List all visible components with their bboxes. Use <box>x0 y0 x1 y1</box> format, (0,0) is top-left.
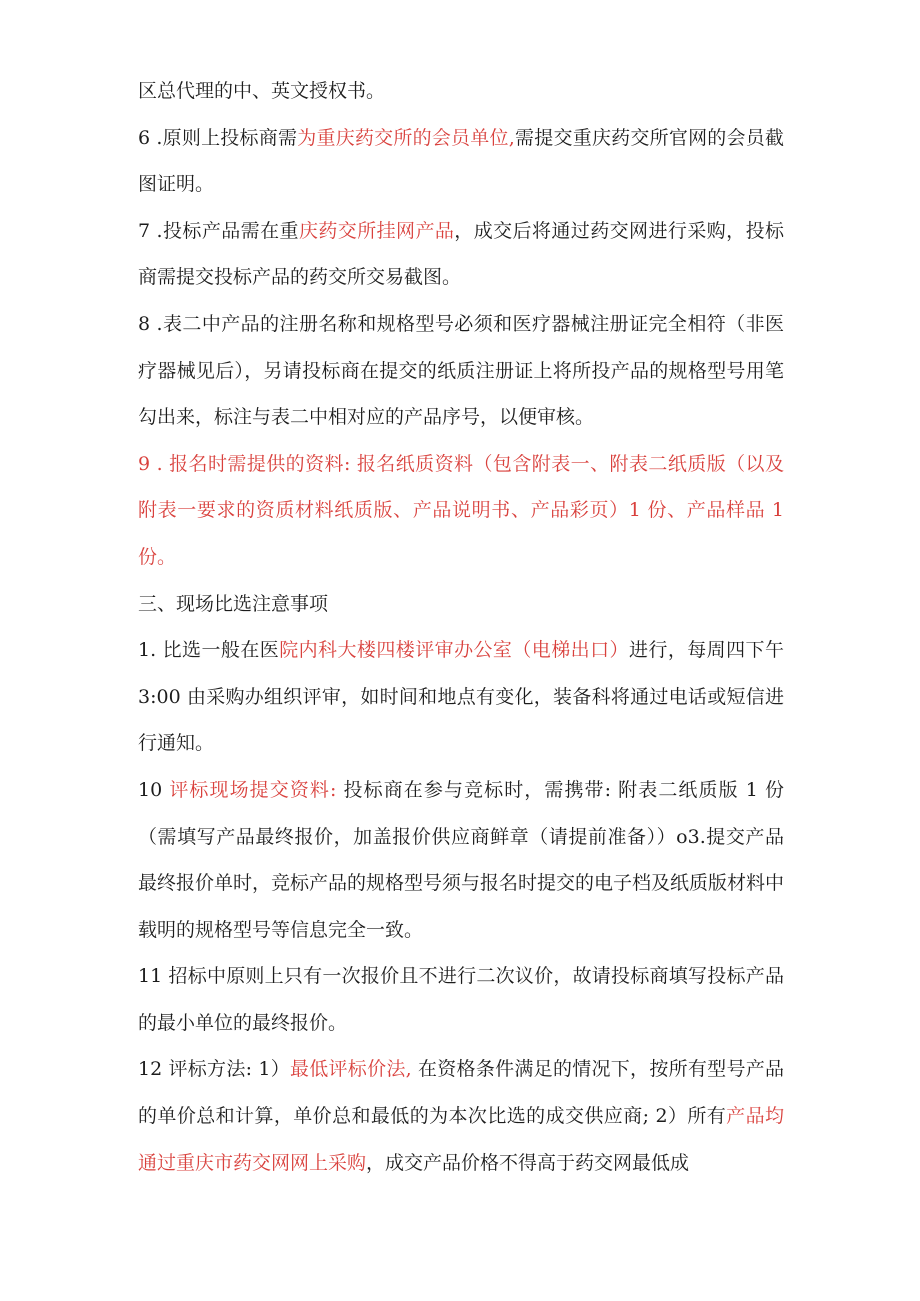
highlight-text: 为重庆药交所的会员单位, <box>297 126 515 149</box>
text-segment: 区总代理的中、英文授权书。 <box>138 80 386 102</box>
paragraph-item-9 <box>138 441 784 581</box>
paragraph-location <box>138 627 784 767</box>
text-segment: 1. 比选一般在医 <box>138 639 280 662</box>
text-segment: 需提交重庆药交所官网的会员截图证明。 <box>138 126 784 196</box>
highlight-text: 院内科大楼四楼评审办公室（电梯出口） <box>279 639 629 662</box>
text-segment: 投标商在参与竞标时，需携带: 附表二纸质版 1 份（需填写产品最终报价，加盖报价供应商鲜章（请提前准备））o3.提交产品最终报价单时，竞标产品的规格型号须与报名时提交的电子档及纸质版材料中载明的规格型号等信息完全一致。 <box>138 778 785 941</box>
highlight-text: 产品均通过重庆市药交网网上采购 <box>138 1105 784 1174</box>
text-segment: 在资格条件满足的情况下，按所有型号产品的单价总和计算，单价总和最低的为本次比选的成交供应商; 2）所有 <box>138 1058 785 1128</box>
paragraph-item-7 <box>138 208 784 301</box>
paragraph-authorization <box>138 68 784 115</box>
highlight-text: 庆药交所挂网产品 <box>298 219 455 242</box>
paragraph-item-8 <box>138 301 784 441</box>
text-segment: 10 <box>138 778 170 801</box>
paragraph-item-10 <box>138 767 784 953</box>
highlight-text: 最低评标价法, <box>289 1058 412 1081</box>
paragraph-item-6 <box>138 115 784 208</box>
paragraph-item-11 <box>138 953 784 1046</box>
text-segment: 6 .原则上投标商需 <box>138 126 298 149</box>
highlight-text: 评标现场提交资料: <box>169 778 337 801</box>
highlight-text: 9 . 报名时需提供的资料: 报名纸质资料（包含附表一、附表二纸质版（以及附表一要求的资质材料纸质版、产品说明书、产品彩页）1 份、产品样品 1 份。 <box>138 452 784 568</box>
text-segment: 7 .投标产品需在重 <box>138 219 299 242</box>
text-segment: 8 .表二中产品的注册名称和规格型号必须和医疗器械注册证完全相符（非医疗器械见后），另请投标商在提交的纸质注册证上将所投产品的规格型号用笔勾出来，标注与表二中相对应的产品序号，以便审核。 <box>138 312 784 429</box>
text-segment: 11 招标中原则上只有一次报价且不进行二次议价，故请投标商填写投标产品的最小单位的最终报价。 <box>138 965 784 1034</box>
section-heading-3 <box>138 581 784 628</box>
document-body <box>138 68 784 1186</box>
text-segment: 12 评标方法: 1） <box>138 1058 290 1081</box>
text-segment: 进行，每周四下午 3:00 由采购办组织评审，如时间和地点有变化，装备科将通过电话或短信进行通知。 <box>138 639 784 755</box>
text-segment: ，成交产品价格不得高于药交网最低成 <box>366 1151 690 1174</box>
text-segment: 三、现场比选注意事项 <box>138 592 329 615</box>
paragraph-item-12 <box>138 1046 784 1186</box>
text-segment: ，成交后将通过药交网进行采购，投标商需提交投标产品的药交所交易截图。 <box>138 219 784 289</box>
